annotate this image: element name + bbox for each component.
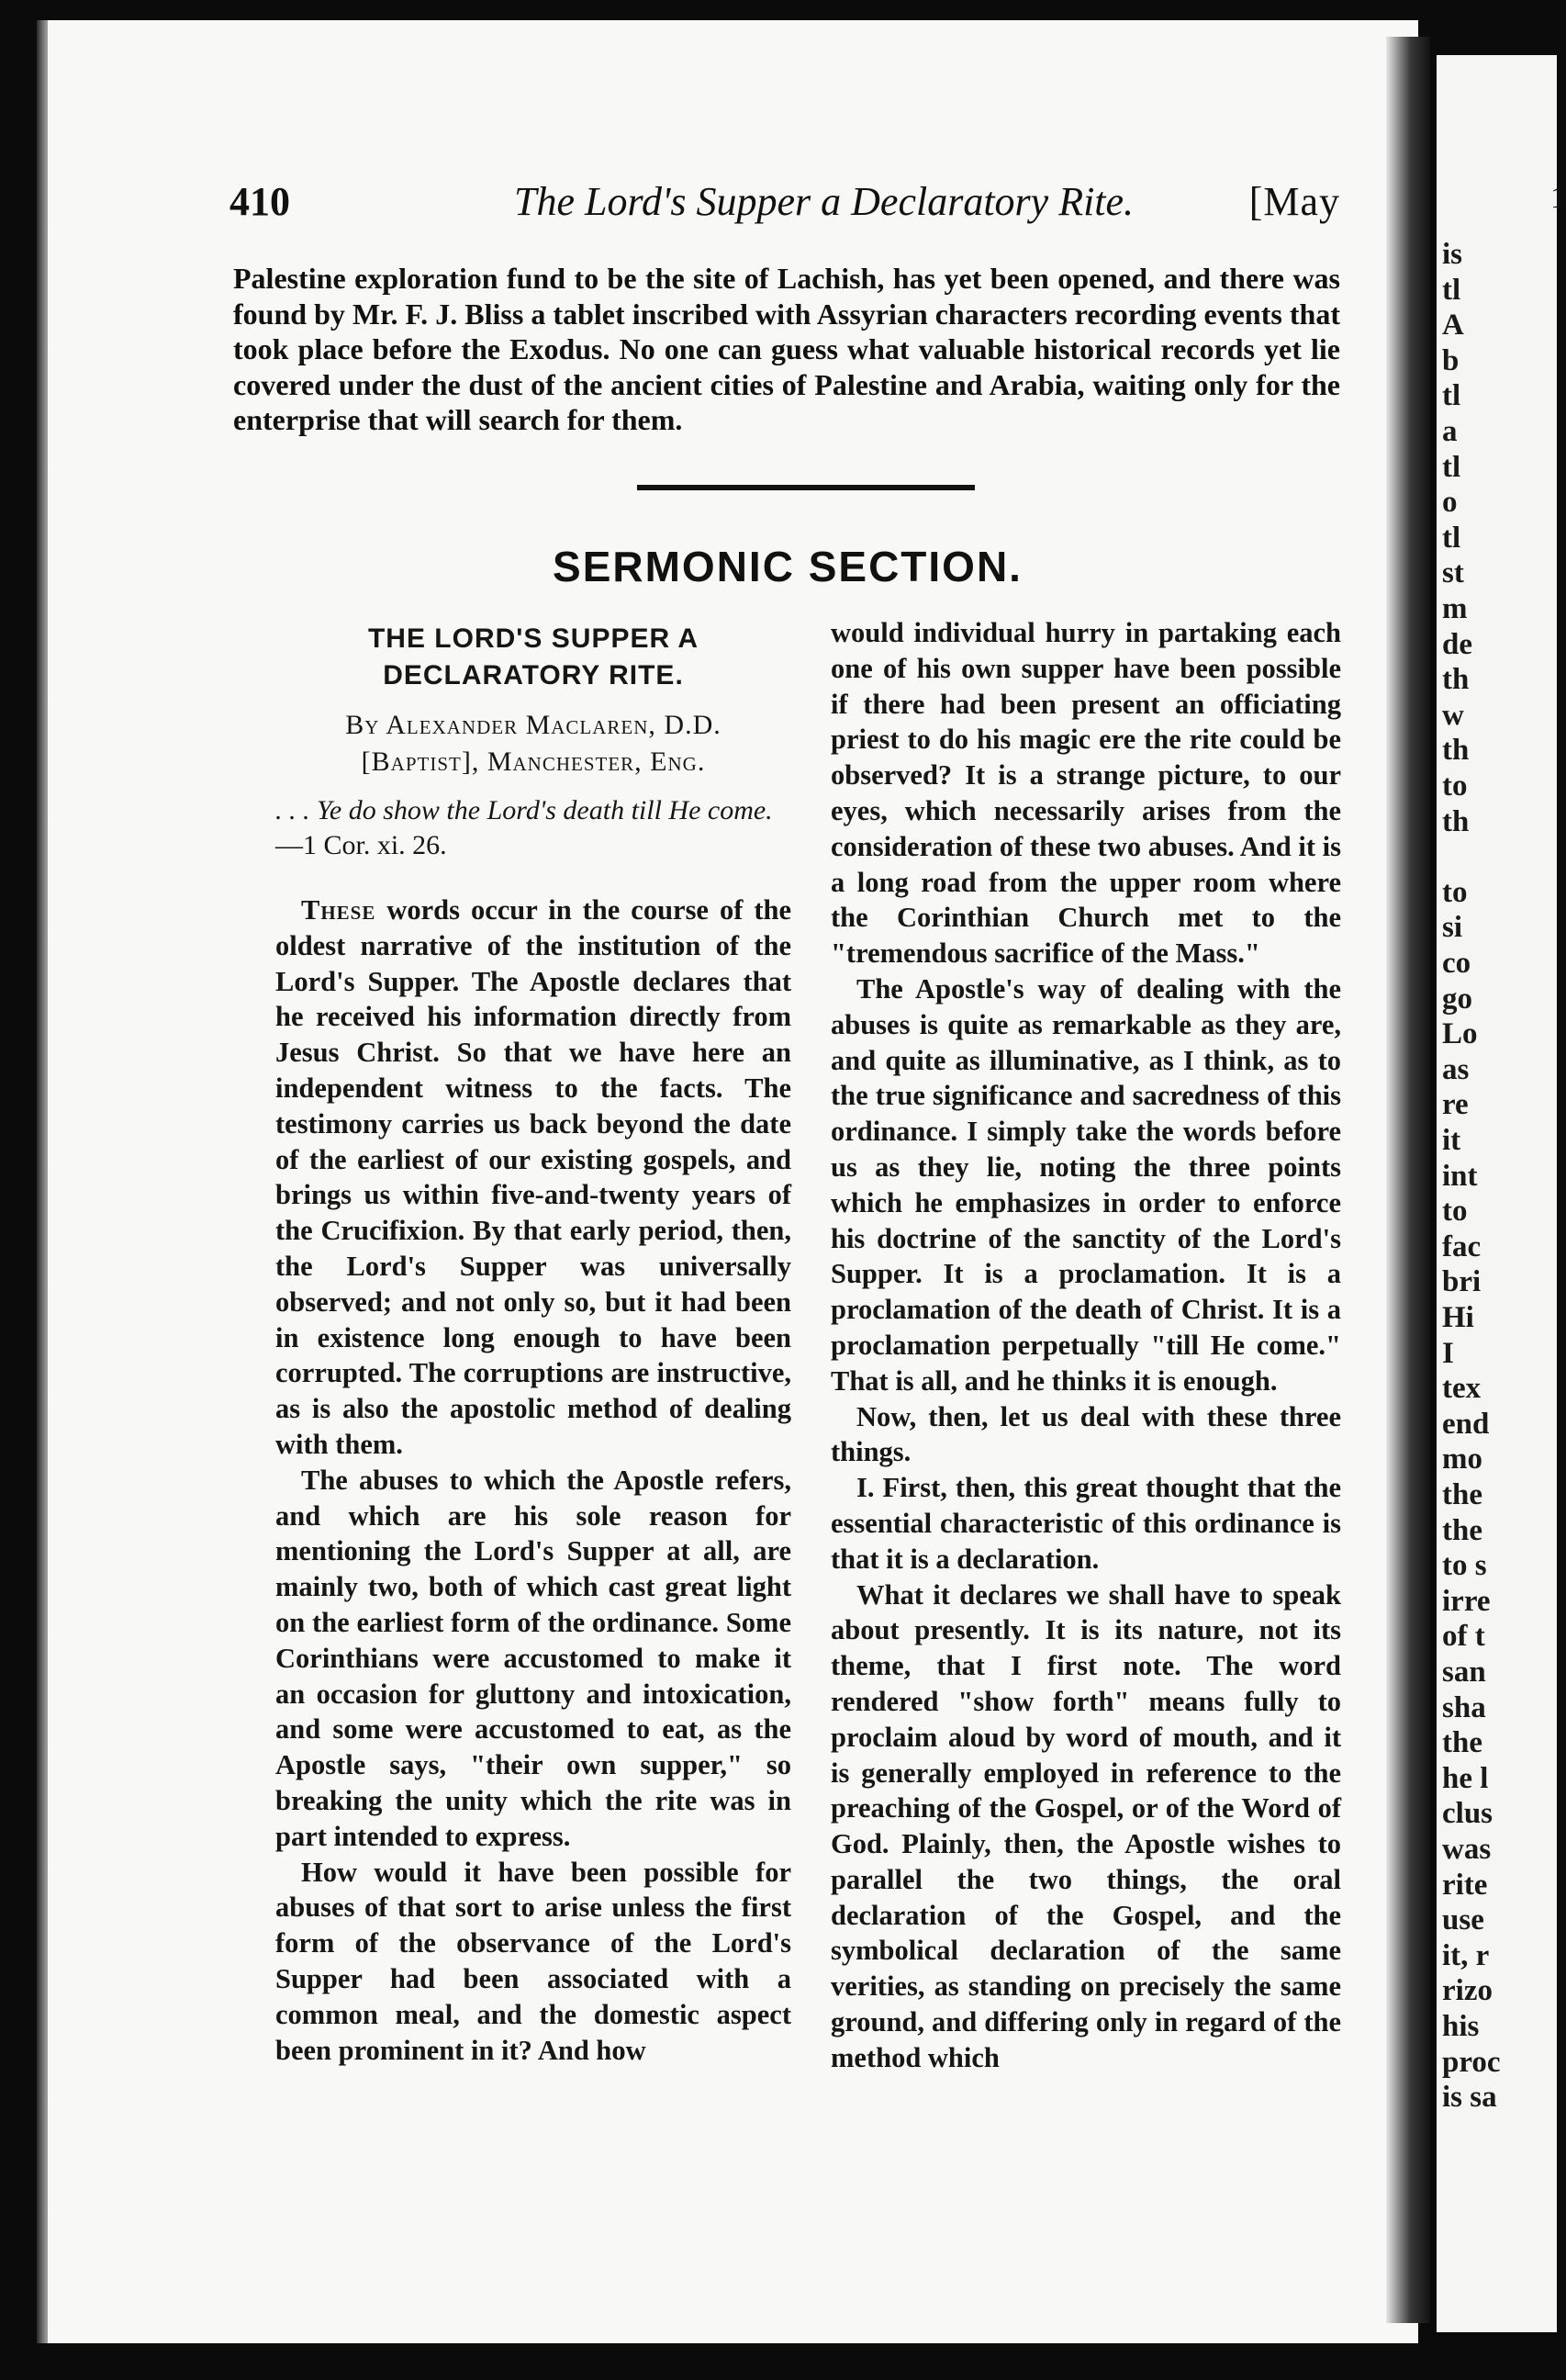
carryover-paragraph: Palestine exploration fund to be the site of Lachish, has yet been opened, and there was found by Mr. F. J. Bliss a tablet inscribed with Assyrian characters recording events that took place before the Exodus. No one can guess what valuable historical records yet lie covered under the dust of the ancient cities of Palestine and Arabia, waiting only for the enterprise that will search for them. (233, 262, 1340, 436)
adjacent-page-line-fragment: w (1442, 698, 1464, 732)
adjacent-page-line-fragment: rite (1442, 1868, 1488, 1902)
article-byline (275, 707, 791, 780)
adjacent-page-line-fragment: is (1442, 238, 1463, 271)
adjacent-page-line-fragment: re (1442, 1088, 1469, 1122)
adjacent-page-line-fragment: is sa (1442, 2081, 1497, 2115)
adjacent-page-line-fragment: the (1442, 1478, 1482, 1511)
paragraph-3-continued: would individual hurry in partaking each one of his own supper have been possible if there had been present an officiating priest to do his magic ere the rite could be observed? It is a strange picture, to our eyes, which necessarily arises from the consideration of these two abuses. And it is a long road from the upper room where the Corinthian Church met to the "tremendous sacrifice of the Mass." (831, 617, 1341, 970)
right-column (831, 615, 1341, 2076)
adjacent-page-line-fragment: to (1442, 769, 1468, 803)
scanned-page (48, 20, 1418, 2343)
adjacent-page-line-fragment: bri (1442, 1265, 1482, 1299)
adjacent-page-line-fragment: to s (1442, 1549, 1487, 1583)
adjacent-page-head: 1 (1550, 181, 1566, 215)
section-divider-rule (637, 485, 975, 490)
adjacent-page-line-fragment: as (1442, 1052, 1470, 1086)
paragraph-1 (275, 892, 791, 1463)
adjacent-page-line-fragment: tl (1442, 521, 1461, 555)
adjacent-page-fragment (1437, 55, 1566, 2332)
epigraph-text: . . . Ye do show the Lord's death till He come. (275, 795, 773, 825)
adjacent-page-line-fragment: I (1442, 1336, 1454, 1370)
adjacent-page-line-fragment: b (1442, 343, 1460, 377)
adjacent-page-line-fragment: proc (1442, 2045, 1501, 2079)
adjacent-page-line-fragment: Lo (1442, 1017, 1478, 1051)
left-column (275, 615, 791, 2068)
epigraph-reference: —1 Cor. xi. 26. (275, 830, 447, 860)
adjacent-page-line-fragment: it, r (1442, 1938, 1490, 1972)
adjacent-page-line-fragment: tl (1442, 450, 1461, 484)
byline-author: By Alexander Maclaren, D.D. (345, 710, 721, 740)
adjacent-page-line-fragment: fac (1442, 1229, 1482, 1263)
adjacent-page-line-fragment: a (1442, 415, 1458, 448)
adjacent-page-line-fragment: th (1442, 663, 1470, 697)
paragraph-4: The Apostle's way of dealing with the abuses is quite as remarkable as they are, and quite as illuminative, as I think, as to the true significance and sacredness of this ordinance. I simply take the words before us as they lie, noting the three points which he emphasizes in order to enforce his doctrine of the sanctity of the Lord's Supper. It is a proclamation. It is a proclamation of the death of Christ. It is a proclamation perpetually "till He come." That is all, and he thinks it is enough. (831, 972, 1341, 1397)
adjacent-page-line-fragment: tl (1442, 379, 1461, 413)
running-month: [May (1248, 179, 1340, 224)
running-head (229, 178, 1340, 233)
epigraph (275, 793, 791, 863)
adjacent-page-line-fragment: th (1442, 804, 1470, 838)
adjacent-page-line-fragment: end (1442, 1407, 1490, 1441)
adjacent-page-line-fragment: A (1442, 309, 1464, 342)
adjacent-page-line-fragment: go (1442, 982, 1472, 1016)
byline-affiliation: [Baptist], Manchester, Eng. (361, 747, 706, 777)
paragraph-7: What it declares we shall have to speak about presently. It is its nature, not its theme, that I first note. The word rendered "show forth" means fully to proclaim aloud by word of mouth, and it is generally employed in reference to the preaching of the Gospel, or of the Word of God. Plainly, then, the Apostle wishes to parallel the two things, the oral declaration of the Gospel, and the symbolical declaration of the same verities, as standing on precisely the same ground, and differing only in regard of the method which (831, 1578, 1341, 2073)
adjacent-page-line-fragment: irre (1442, 1584, 1491, 1618)
adjacent-page-line-fragment: to (1442, 1195, 1468, 1229)
paragraph-2: The abuses to which the Apostle refers, and which are his sole reason for mentioning the Lord's Supper at all, are mainly two, both of which cast great light on the earliest form of the ordinance. Some Corinthians were accustomed to make it an occasion for gluttony and intoxication, and some were accustomed to eat, as the Apostle says, "their own supper," so breaking the unity which the rite was in part intended to express. (275, 1464, 791, 1852)
page-fold-shadow (1386, 37, 1430, 2323)
adjacent-page-line-fragment: rizo (1442, 1974, 1493, 2008)
adjacent-page-line-fragment: was (1442, 1833, 1492, 1866)
adjacent-page-line-fragment: his (1442, 2010, 1480, 2043)
adjacent-page-line-fragment: sha (1442, 1690, 1486, 1724)
section-title: SERMONIC SECTION. (553, 543, 1023, 590)
article-title: THE LORD'S SUPPER A DECLARATORY RITE. (367, 623, 699, 690)
adjacent-page-line-fragment: the (1442, 1726, 1482, 1760)
adjacent-page-line-fragment: de (1442, 627, 1472, 661)
adjacent-page-line-fragment: int (1442, 1159, 1478, 1193)
drop-word: These (301, 894, 376, 926)
adjacent-page-line-fragment: tex (1442, 1372, 1482, 1406)
adjacent-page-line-fragment: to (1442, 875, 1468, 909)
adjacent-page-line-fragment: it (1442, 1124, 1461, 1157)
paragraph-6: I. First, then, this great thought that the essential characteristic of this ordinance is that it is a declaration. (831, 1472, 1341, 1575)
adjacent-page-line-fragment: of t (1442, 1620, 1485, 1654)
adjacent-page-line-fragment: m (1442, 592, 1468, 625)
adjacent-page-line-fragment: co (1442, 947, 1471, 980)
adjacent-page-line-fragment: the (1442, 1513, 1482, 1547)
adjacent-page-line-fragment: Hi (1442, 1301, 1474, 1334)
paragraph-5: Now, then, let us deal with these three things. (831, 1400, 1341, 1468)
adjacent-page-line-fragment: mo (1442, 1443, 1482, 1476)
page-number: 410 (229, 179, 290, 224)
adjacent-page-line-fragment: th (1442, 734, 1470, 768)
paragraph-1-text: words occur in the course of the oldest narrative of the institution of the Lord's Supper. The Apostle declares that he received his information directly from Jesus Christ. So that we have here an independent witness to the facts. The testimony carries us back beyond the date of the earliest of our existing gospels, and brings us within five-and-twenty years of the Crucifixion. By that early period, then, the Lord's Supper was universally observed; and not only so, but it had been in existence long enough to have been corrupted. The corruptions are instructive, as is also the apostolic method of dealing with them. (275, 894, 791, 1460)
adjacent-page-line-fragment: st (1442, 556, 1464, 590)
adjacent-page-line-fragment: he l (1442, 1761, 1489, 1795)
adjacent-page-line-fragment: o (1442, 486, 1458, 520)
adjacent-page-line-fragment: tl (1442, 273, 1461, 307)
paragraph-3: How would it have been possible for abuses of that sort to arise unless the first form of the observance of the Lord's Supper had been associated with a common meal, and the domestic aspect been prominent in it? And how (275, 1856, 791, 2066)
adjacent-page-line-fragment: use (1442, 1903, 1484, 1937)
adjacent-page-line-fragment: si (1442, 911, 1463, 945)
running-title: The Lord's Supper a Declaratory Rite. (514, 179, 1135, 224)
adjacent-page-line-fragment: san (1442, 1656, 1486, 1689)
adjacent-page-line-fragment: clus (1442, 1797, 1493, 1831)
